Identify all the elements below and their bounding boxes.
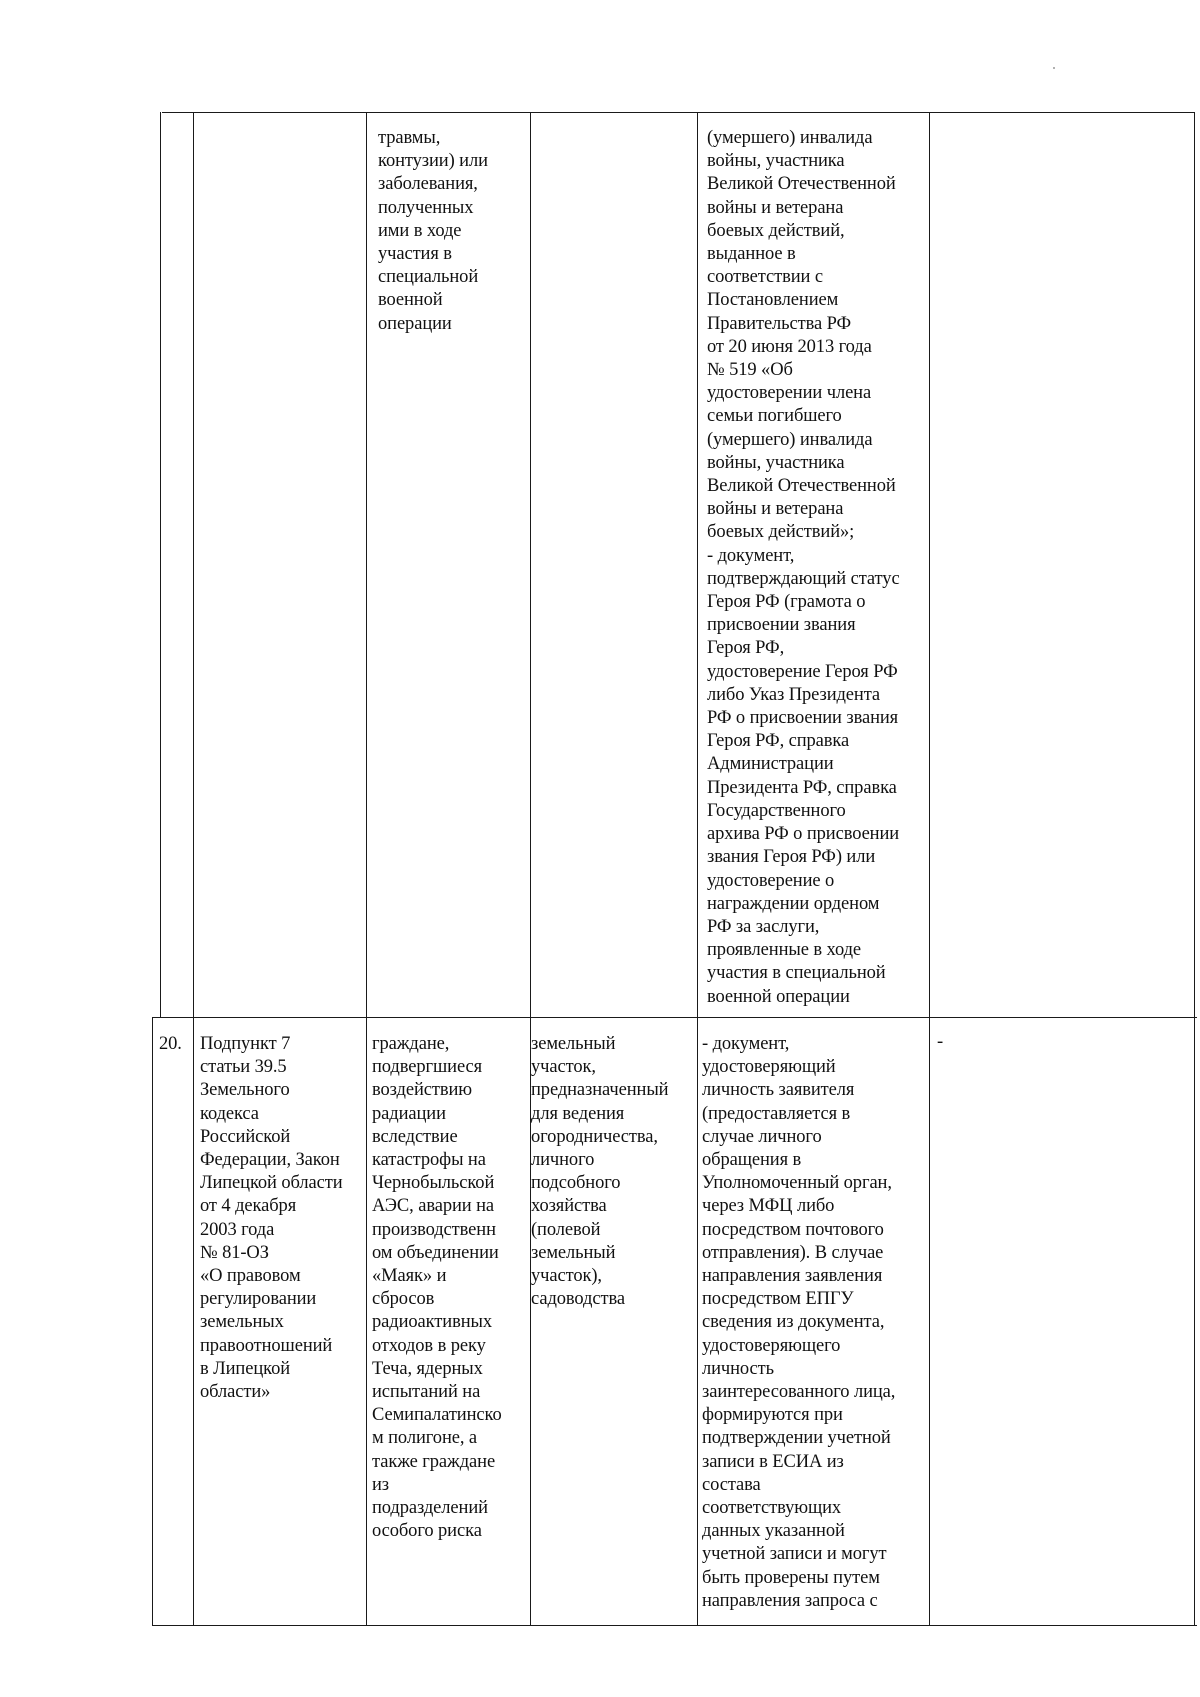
required-documents-text: - документ, удостоверяющий личность заявителя (предоставляется в случае личного обращения в Уполномоченный орган, через МФЦ либо посредством почтового отправления). В случае направления заявления посредством ЕПГУ сведения из документа, удостоверяющего личность заинтересованного лица, формируются при подтверждении учетной записи в ЕСИА из состава соответствующих данных указанной учетной записи и могут быть проверены путем направления запроса с <box>702 1034 896 1611</box>
table-top-border <box>162 112 1195 113</box>
continuation-col3-text: травмы, контузии) или заболевания, полученных ими в ходе участия в специальной военной операции <box>378 128 488 334</box>
table-left-border-row20 <box>152 1017 153 1625</box>
table-left-border <box>160 112 161 1017</box>
table-right-border <box>1194 112 1195 1625</box>
scan-speck <box>1053 67 1055 69</box>
legal-basis-text: Подпункт 7 статьи 39.5 Земельного кодекса Российской Федерации, Закон Липецкой области от 4 декабря 2003 года № 81-ОЗ «О правовом регулировании земельных правоотношений в Липецкой области» <box>200 1034 343 1403</box>
continuation-col5-text: (умершего) инвалида войны, участника Великой Отечественной войны и ветерана боевых действий, выданное в соответствии с Постановлением Правительства РФ от 20 июня 2013 года № 519 «Об удостоверении члена семьи погибшего (умершего) инвалида войны, участника Великой Отечественной войны и ветерана боевых действий»; - документ, подтверждающий статус Героя РФ (грамота о присвоении звания Героя РФ, удостоверение Героя РФ либо Указ Президента РФ о присвоении звания Героя РФ, справка Администрации Президента РФ, справка Государственного архива РФ о присвоении звания Героя РФ) или удостоверение о награждении орденом РФ за заслуги, проявленные в ходе участия в специальной военной операции <box>707 128 900 1007</box>
column-divider-5 <box>929 112 930 1625</box>
column-divider-3 <box>530 112 531 1625</box>
land-plot-purpose-text: земельный участок, предназначенный для ведения огородничества, личного подсобного хозяйства (полевой земельный участок), садоводства <box>531 1034 669 1310</box>
column-divider-2 <box>366 112 367 1625</box>
table-bottom-border <box>152 1625 1197 1626</box>
row-number: 20. <box>159 1034 182 1054</box>
applicant-category-text: граждане, подвергшиеся воздействию радиации вследствие катастрофы на Чернобыльской АЭС, аварии на производственн ом объединении «Маяк» и сбросов радиоактивных отходов в реку Теча, ядерных испытаний на Семипалатинско м полигоне, а также граждане из подразделений особого риска <box>372 1034 502 1542</box>
column-divider-1 <box>193 112 194 1625</box>
additional-documents-text: - <box>937 1032 944 1052</box>
column-divider-4 <box>697 112 698 1625</box>
row-divider <box>152 1017 1197 1018</box>
